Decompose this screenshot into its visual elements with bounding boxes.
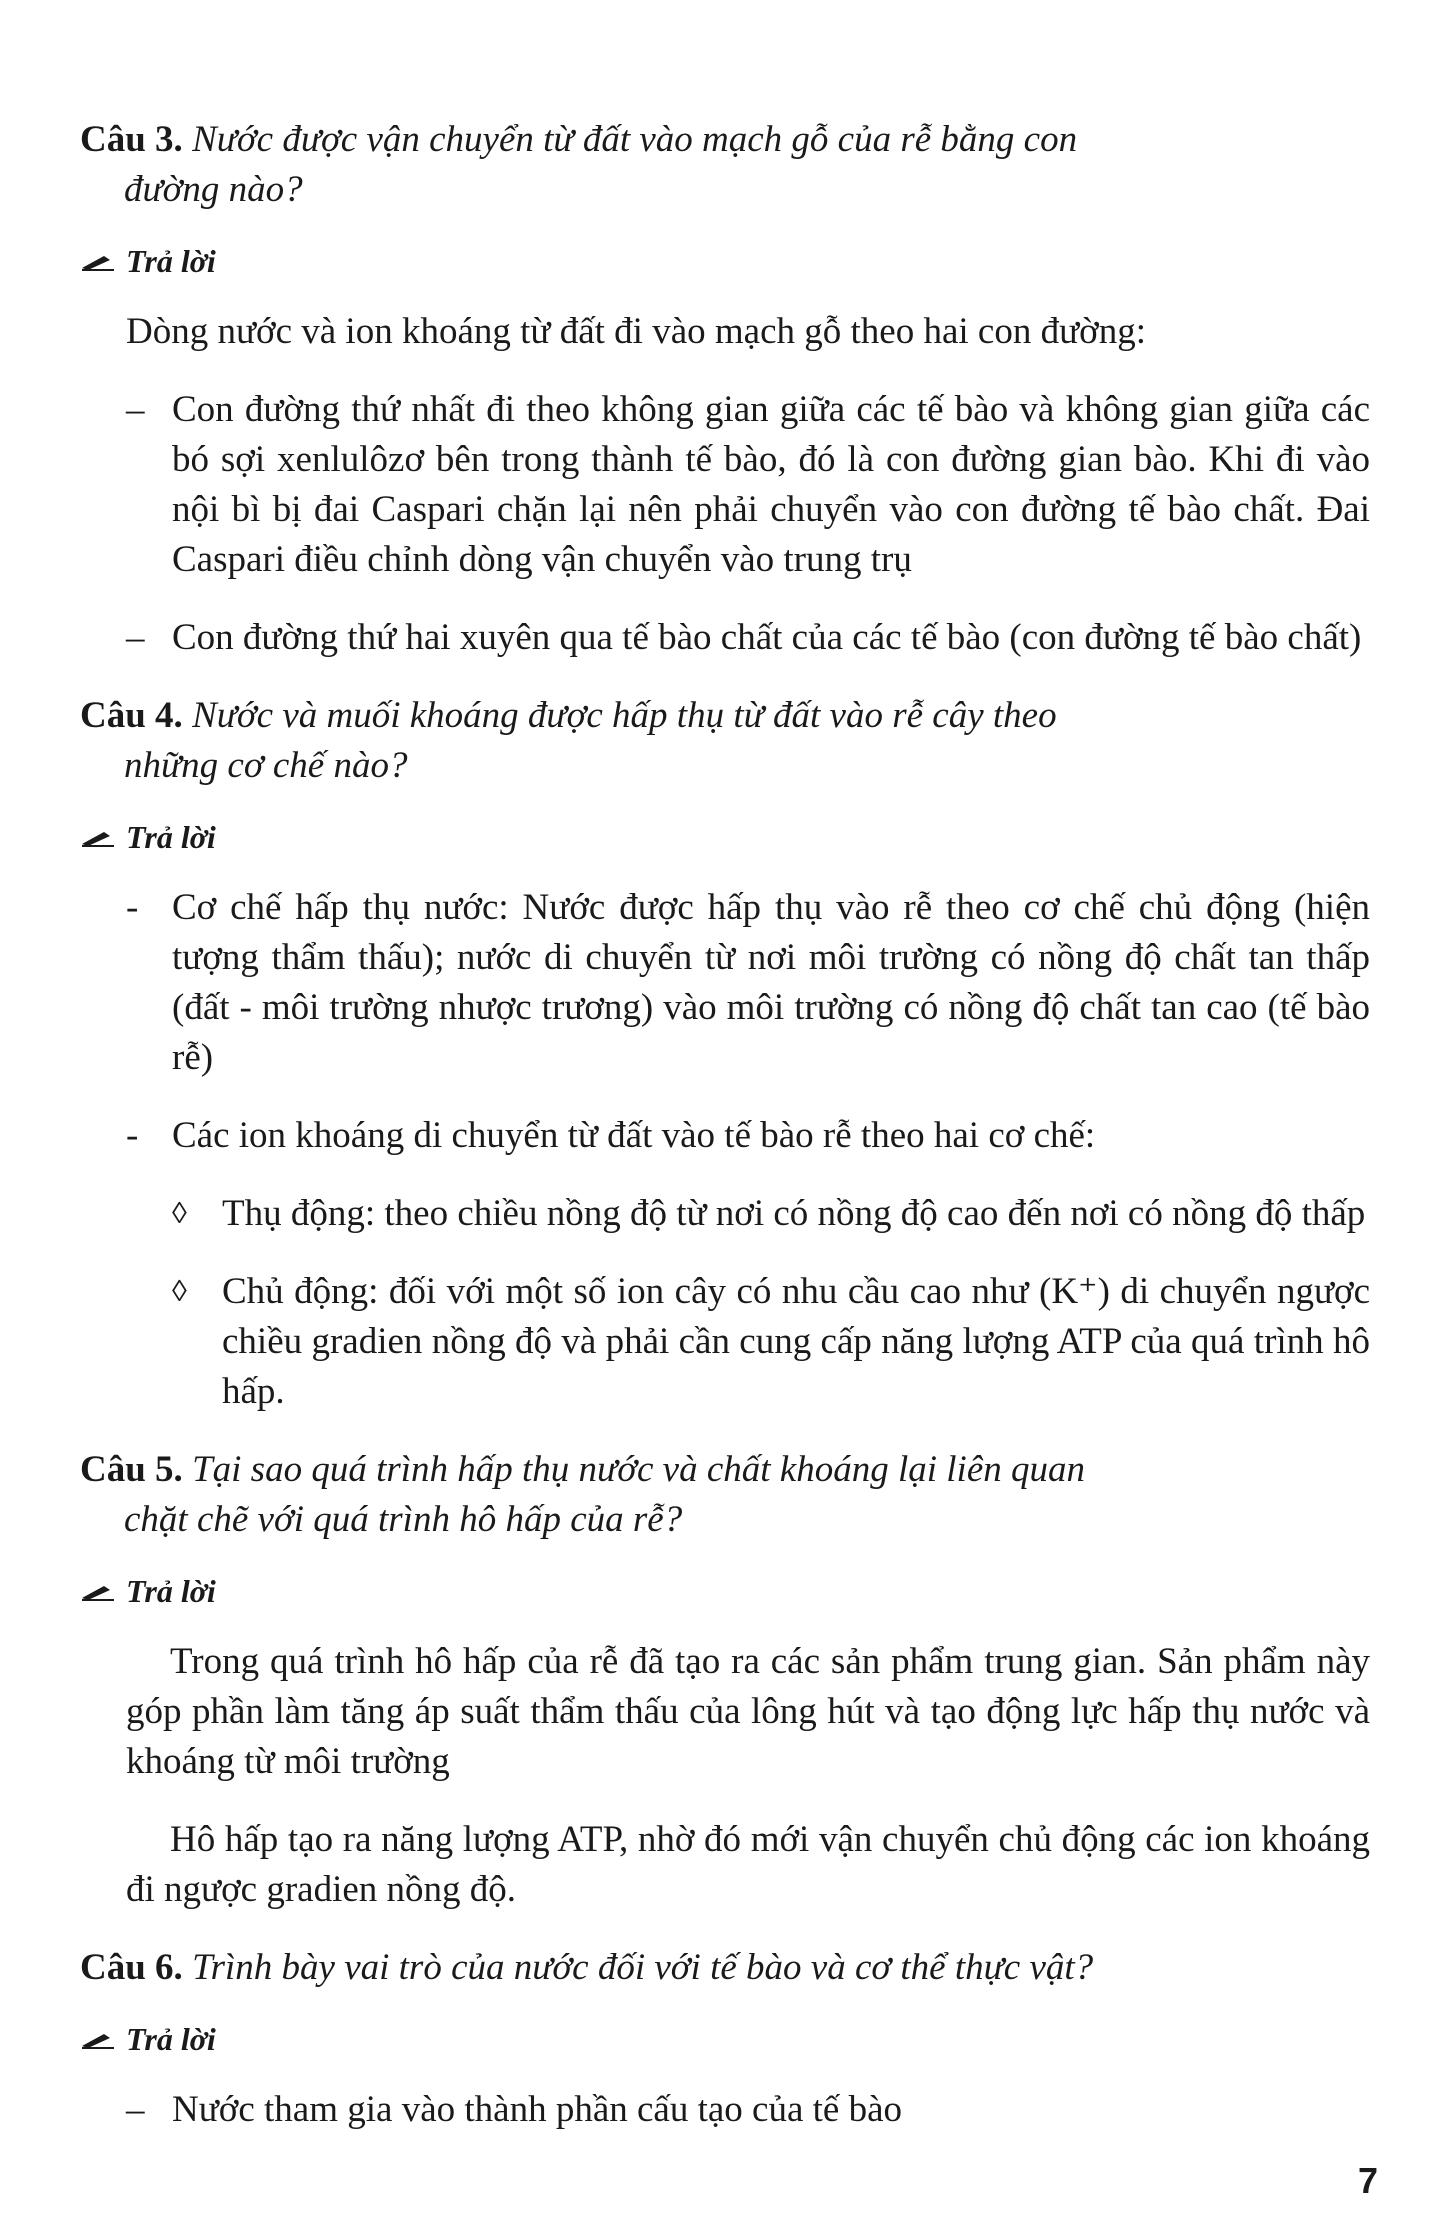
diamond-bullet-icon: ◊: [172, 1197, 187, 1230]
question-text: Nước được vận chuyển từ đất vào mạch gỗ của rễ bằng con: [192, 119, 1078, 160]
list-item-text: Con đường thứ hai xuyên qua tế bào chất của các tế bào (con đường tế bào chất): [172, 617, 1362, 658]
answer-heading: [80, 1571, 1370, 1611]
answer-paragraph: Hô hấp tạo ra năng lượng ATP, nhờ đó mới vận chuyển chủ động các ion khoáng đi ngược gradien nồng độ.: [126, 1819, 1370, 1910]
answer-heading: [80, 2019, 1370, 2059]
pen-icon: [80, 826, 116, 848]
question-text-continued: những cơ chế nào?: [124, 745, 408, 786]
question-text: Trình bày vai trò của nước đối với tế bào và cơ thể thực vật?: [192, 1947, 1094, 1988]
sub-list-item: [80, 1267, 1370, 1417]
list-item-text: Các ion khoáng di chuyển từ đất vào tế bào rễ theo hai cơ chế:: [172, 1115, 1096, 1156]
answer-heading: [80, 241, 1370, 281]
sub-list-item-text: Chủ động: đối với một số ion cây có nhu cầu cao như (K⁺) di chuyển ngược chiều gradien nồng độ và phải cần cung cấp năng lượng ATP của quá trình hô hấp.: [222, 1271, 1370, 1412]
answer-label: Trả lời: [126, 1573, 216, 1609]
question-5: [80, 1445, 1370, 1545]
question-label: Câu 3.: [80, 119, 183, 160]
answer-paragraph: Trong quá trình hô hấp của rễ đã tạo ra các sản phẩm trung gian. Sản phẩm này góp phần làm tăng áp suất thẩm thấu của lông hút và tạo động lực hấp thụ nước và khoáng từ môi trường: [126, 1641, 1370, 1782]
answer-label: Trả lời: [126, 243, 216, 279]
list-item: [80, 1111, 1370, 1161]
question-text: Tại sao quá trình hấp thụ nước và chất khoáng lại liên quan: [192, 1449, 1085, 1490]
question-6: [80, 1943, 1370, 1993]
dash-bullet: -: [126, 887, 139, 928]
sub-list-item: [80, 1189, 1370, 1239]
question-4: [80, 691, 1370, 791]
list-item: [80, 883, 1370, 1083]
question-text-continued: đường nào?: [124, 169, 303, 210]
pen-icon: [80, 1580, 116, 1602]
list-item: [80, 2085, 1370, 2135]
list-item: [80, 613, 1370, 663]
dash-bullet: -: [126, 1115, 139, 1156]
question-label: Câu 6.: [80, 1947, 183, 1988]
question-3: [80, 115, 1370, 215]
diamond-bullet-icon: ◊: [172, 1275, 187, 1308]
pen-icon: [80, 2028, 116, 2050]
list-item-text: Nước tham gia vào thành phần cấu tạo của tế bào: [172, 2089, 903, 2130]
question-text: Nước và muối khoáng được hấp thụ từ đất vào rễ cây theo: [192, 695, 1057, 736]
question-label: Câu 4.: [80, 695, 183, 736]
pen-icon: [80, 250, 116, 272]
list-item-text: Cơ chế hấp thụ nước: Nước được hấp thụ vào rễ theo cơ chế chủ động (hiện tượng thẩm thấu); nước di chuyển từ nơi môi trường có nồng độ chất tan thấp (đất - môi trường nhược trương) vào môi trường có nồng độ chất tan cao (tế bào rễ): [172, 887, 1370, 1078]
answer-label: Trả lời: [126, 2021, 216, 2057]
dash-bullet: –: [126, 2089, 145, 2130]
sub-list-item-text: Thụ động: theo chiều nồng độ từ nơi có nồng độ cao đến nơi có nồng độ thấp: [222, 1193, 1366, 1234]
answer-intro: Dòng nước và ion khoáng từ đất đi vào mạch gỗ theo hai con đường:: [126, 311, 1146, 352]
list-item-text: Con đường thứ nhất đi theo không gian giữa các tế bào và không gian giữa các bó sợi xenlulôzơ bên trong thành tế bào, đó là con đường gian bào. Khi đi vào nội bì bị đai Caspari chặn lại nên phải chuyển vào con đường tế bào chất. Đai Caspari điều chỉnh dòng vận chuyển vào trung trụ: [172, 389, 1370, 580]
dash-bullet: –: [126, 389, 145, 430]
list-item: [80, 385, 1370, 585]
answer-heading: [80, 817, 1370, 857]
question-label: Câu 5.: [80, 1449, 183, 1490]
question-text-continued: chặt chẽ với quá trình hô hấp của rễ?: [124, 1499, 683, 1540]
dash-bullet: –: [126, 617, 145, 658]
answer-label: Trả lời: [126, 819, 216, 855]
page-number: 7: [1357, 2160, 1378, 2201]
